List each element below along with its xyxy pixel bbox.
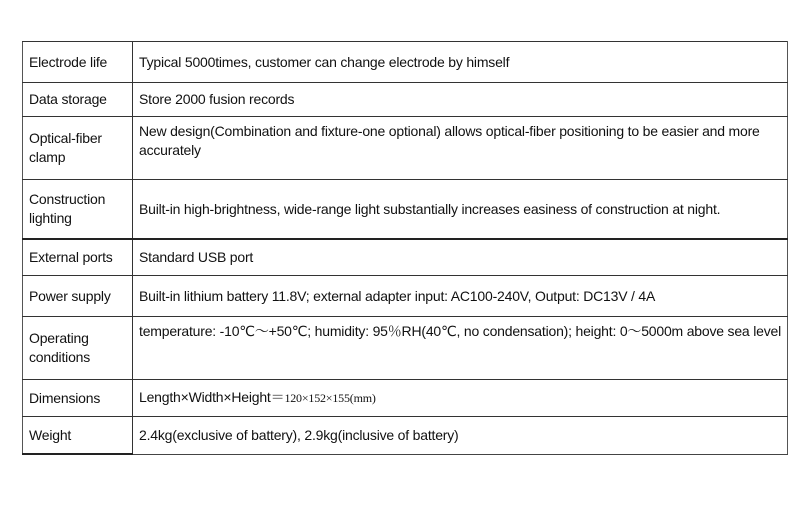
specification-table (22, 41, 788, 455)
table-row (23, 42, 788, 83)
spec-value-dimensions (133, 380, 788, 417)
spec-label-external-ports: External ports (23, 239, 133, 276)
spec-value-optical-fiber-clamp: New design(Combination and fixture-one optional) allows optical-fiber positioning to be easier and more accurately (133, 117, 788, 180)
spec-value-external-ports: Standard USB port (133, 239, 788, 276)
table-row (23, 317, 788, 380)
spec-label-operating-conditions: Operating conditions (23, 317, 133, 380)
spec-value-data-storage: Store 2000 fusion records (133, 83, 788, 117)
table-row (23, 380, 788, 417)
spec-value-weight: 2.4kg(exclusive of battery), 2.9kg(inclusive of battery) (133, 417, 788, 455)
spec-value-electrode-life: Typical 5000times, customer can change electrode by himself (133, 42, 788, 83)
table-row (23, 417, 788, 455)
spec-label-weight: Weight (23, 417, 133, 455)
spec-label-dimensions: Dimensions (23, 380, 133, 417)
spec-label-construction-lighting: Construction lighting (23, 180, 133, 240)
spec-label-power-supply: Power supply (23, 276, 133, 317)
table-row (23, 239, 788, 276)
table-row (23, 276, 788, 317)
spec-value-operating-conditions: temperature: -10℃～+50℃; humidity: 95％RH(40℃, no condensation); height: 0～5000m above sea level (133, 317, 788, 380)
spec-label-data-storage: Data storage (23, 83, 133, 117)
dimensions-numbers: 120×152×155(mm) (284, 391, 376, 405)
spec-value-power-supply: Built-in lithium battery 11.8V; external adapter input: AC100-240V, Output: DC13V / 4A (133, 276, 788, 317)
dimensions-prefix: Length×Width×Height＝ (139, 389, 285, 405)
table-row (23, 83, 788, 117)
table-row (23, 117, 788, 180)
spec-value-construction-lighting: Built-in high-brightness, wide-range light substantially increases easiness of construction at night. (133, 180, 788, 240)
table-row (23, 180, 788, 240)
spec-label-optical-fiber-clamp: Optical-fiber clamp (23, 117, 133, 180)
spec-label-electrode-life: Electrode life (23, 42, 133, 83)
